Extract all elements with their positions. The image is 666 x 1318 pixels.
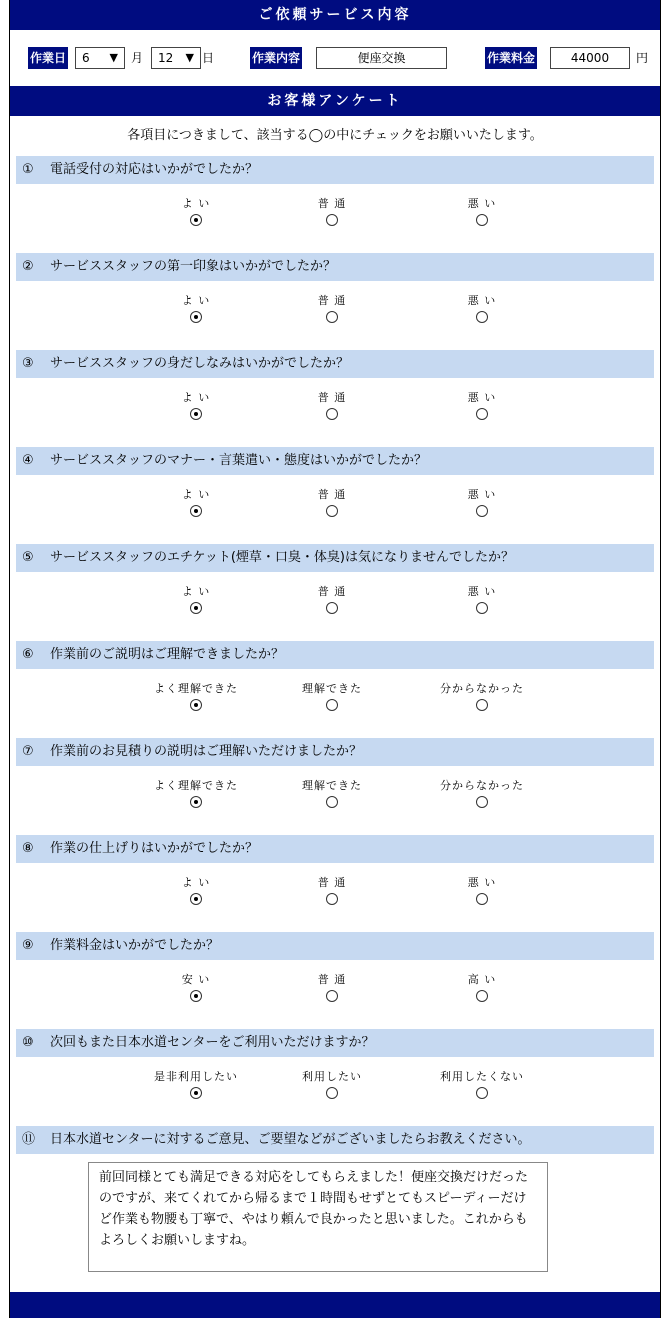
comment-textarea[interactable]: 前回同様とても満足できる対応をしてもらえました！便座交換だけだったのですが、来てくれてから帰るまで１時間もせずとてもスピーディーだけど作業も物腰も丁寧で、やはり頼んで良かったと思いました。これからもよろしくお願いしますね。	[88, 1162, 548, 1272]
option-label: 普 通	[317, 973, 347, 986]
radio-button[interactable]	[476, 796, 488, 808]
month-unit: 月	[131, 51, 144, 65]
option-label: 利用したくない	[440, 1070, 524, 1083]
option-1[interactable]	[136, 196, 256, 230]
option-label: 安 い	[181, 973, 211, 986]
question-number: ②	[22, 259, 34, 274]
option-label: 理解できた	[302, 682, 362, 695]
radio-button[interactable]	[190, 214, 202, 226]
radio-button[interactable]	[190, 408, 202, 420]
question-text: サービススタッフの身だしなみはいかがでしたか？	[50, 356, 350, 371]
question-4	[16, 447, 654, 475]
option-label: 普 通	[317, 876, 347, 889]
option-label: 悪 い	[467, 876, 497, 889]
option-label: よく理解できた	[154, 779, 238, 792]
option-1[interactable]	[136, 681, 256, 715]
option-2[interactable]	[272, 875, 392, 909]
option-label: 悪 い	[467, 391, 497, 404]
option-2[interactable]	[272, 487, 392, 521]
radio-button[interactable]	[326, 893, 338, 905]
question-number: ③	[22, 356, 34, 371]
chevron-down-icon: ▼	[185, 51, 194, 64]
option-3[interactable]	[422, 972, 542, 1006]
question-9	[16, 932, 654, 960]
question-text: サービススタッフのエチケット(煙草・口臭・体臭)は気になりませんでしたか？	[50, 550, 514, 565]
radio-button[interactable]	[190, 990, 202, 1002]
survey-form	[9, 0, 661, 1318]
radio-button[interactable]	[326, 602, 338, 614]
radio-button[interactable]	[190, 893, 202, 905]
question-7	[16, 738, 654, 766]
question-text: 作業前のご説明はご理解できましたか？	[50, 647, 285, 662]
radio-button[interactable]	[326, 1087, 338, 1099]
day-value: 12	[158, 51, 174, 65]
question-number: ①	[22, 162, 34, 177]
option-label: よ い	[181, 197, 211, 210]
question-number: ⑩	[22, 1035, 34, 1050]
option-label: よ い	[181, 488, 211, 501]
question-text: 作業の仕上げりはいかがでしたか？	[50, 841, 259, 856]
option-3[interactable]	[422, 196, 542, 230]
service-info-row	[10, 30, 660, 86]
option-label: 利用したい	[302, 1070, 362, 1083]
question-number: ⑤	[22, 550, 34, 565]
option-label: 悪 い	[467, 585, 497, 598]
question-6	[16, 641, 654, 669]
option-1[interactable]	[136, 778, 256, 812]
service-header: ご依頼サービス内容	[10, 0, 660, 30]
radio-button[interactable]	[476, 408, 488, 420]
radio-button[interactable]	[476, 602, 488, 614]
option-2[interactable]	[272, 972, 392, 1006]
question-number: ④	[22, 453, 34, 468]
radio-button[interactable]	[476, 1087, 488, 1099]
option-label: よ い	[181, 391, 211, 404]
option-3[interactable]	[422, 681, 542, 715]
option-2[interactable]	[272, 681, 392, 715]
radio-button[interactable]	[476, 214, 488, 226]
day-select[interactable]	[151, 47, 201, 69]
option-2[interactable]	[272, 293, 392, 327]
option-label: 普 通	[317, 488, 347, 501]
option-label: よ い	[181, 585, 211, 598]
option-1[interactable]	[136, 972, 256, 1006]
option-label: 普 通	[317, 391, 347, 404]
radio-button[interactable]	[190, 796, 202, 808]
radio-button[interactable]	[190, 602, 202, 614]
option-3[interactable]	[422, 390, 542, 424]
question-text: 作業料金はいかがでしたか？	[50, 938, 220, 953]
question-11	[16, 1126, 654, 1154]
month-value: 6	[82, 51, 90, 65]
question-10	[16, 1029, 654, 1057]
option-label: 悪 い	[467, 488, 497, 501]
option-label: 普 通	[317, 585, 347, 598]
fee-label: 作業料金	[485, 47, 537, 69]
option-3[interactable]	[422, 1069, 542, 1103]
radio-button[interactable]	[476, 505, 488, 517]
option-2[interactable]	[272, 196, 392, 230]
option-3[interactable]	[422, 584, 542, 618]
radio-button[interactable]	[476, 990, 488, 1002]
option-label: よ い	[181, 294, 211, 307]
fee-unit: 円	[636, 51, 649, 65]
radio-button[interactable]	[326, 408, 338, 420]
option-3[interactable]	[422, 778, 542, 812]
question-number: ⑦	[22, 744, 34, 759]
radio-button[interactable]	[326, 796, 338, 808]
question-number: ⑨	[22, 938, 34, 953]
option-2[interactable]	[272, 390, 392, 424]
radio-button[interactable]	[476, 699, 488, 711]
question-5	[16, 544, 654, 572]
option-3[interactable]	[422, 487, 542, 521]
work-date-label: 作業日	[28, 47, 68, 69]
option-1[interactable]	[136, 584, 256, 618]
radio-button[interactable]	[326, 214, 338, 226]
survey-header: お客様アンケート	[10, 86, 660, 116]
option-3[interactable]	[422, 875, 542, 909]
option-1[interactable]	[136, 875, 256, 909]
day-unit: 日	[202, 51, 215, 65]
question-number: ⑧	[22, 841, 34, 856]
option-label: 悪 い	[467, 197, 497, 210]
radio-button[interactable]	[190, 1087, 202, 1099]
radio-button[interactable]	[326, 311, 338, 323]
question-2	[16, 253, 654, 281]
option-label: よ い	[181, 876, 211, 889]
radio-button[interactable]	[326, 699, 338, 711]
option-label: よく理解できた	[154, 682, 238, 695]
option-1[interactable]	[136, 293, 256, 327]
survey-intro: 各項目につきまして、該当する◯の中にチェックをお願いいたします。	[127, 128, 543, 143]
option-label: 普 通	[317, 197, 347, 210]
radio-button[interactable]	[326, 990, 338, 1002]
question-text: 日本水道センターに対するご意見、ご要望などがございましたらお教えください。	[50, 1132, 531, 1147]
option-label: 分からなかった	[440, 779, 524, 792]
option-label: 分からなかった	[440, 682, 524, 695]
option-label: 普 通	[317, 294, 347, 307]
work-content-field[interactable]: 便座交換	[316, 47, 447, 69]
radio-button[interactable]	[190, 699, 202, 711]
option-1[interactable]	[136, 487, 256, 521]
option-2[interactable]	[272, 584, 392, 618]
question-text: サービススタッフのマナー・言葉遣い・態度はいかがでしたか？	[50, 453, 428, 468]
radio-button[interactable]	[326, 505, 338, 517]
radio-button[interactable]	[476, 893, 488, 905]
question-text: 作業前のお見積りの説明はご理解いただけましたか？	[50, 744, 363, 759]
option-3[interactable]	[422, 293, 542, 327]
radio-button[interactable]	[476, 311, 488, 323]
fee-field[interactable]: 44000	[550, 47, 630, 69]
option-1[interactable]	[136, 1069, 256, 1103]
radio-button[interactable]	[190, 505, 202, 517]
option-2[interactable]	[272, 1069, 392, 1103]
option-label: 是非利用したい	[154, 1070, 238, 1083]
question-number: ⑪	[22, 1132, 36, 1147]
chevron-down-icon: ▼	[109, 51, 118, 64]
question-text: サービススタッフの第一印象はいかがでしたか？	[50, 259, 337, 274]
radio-button[interactable]	[190, 311, 202, 323]
question-text: 次回もまた日本水道センターをご利用いただけますか？	[50, 1035, 375, 1050]
option-label: 理解できた	[302, 779, 362, 792]
work-content-label: 作業内容	[250, 47, 302, 69]
option-label: 高 い	[467, 973, 497, 986]
option-1[interactable]	[136, 390, 256, 424]
question-1	[16, 156, 654, 184]
option-2[interactable]	[272, 778, 392, 812]
option-label: 悪 い	[467, 294, 497, 307]
month-select[interactable]	[75, 47, 125, 69]
footer-bar	[10, 1292, 660, 1318]
question-3	[16, 350, 654, 378]
question-text: 電話受付の対応はいかがでしたか？	[50, 162, 259, 177]
question-number: ⑥	[22, 647, 34, 662]
question-8	[16, 835, 654, 863]
